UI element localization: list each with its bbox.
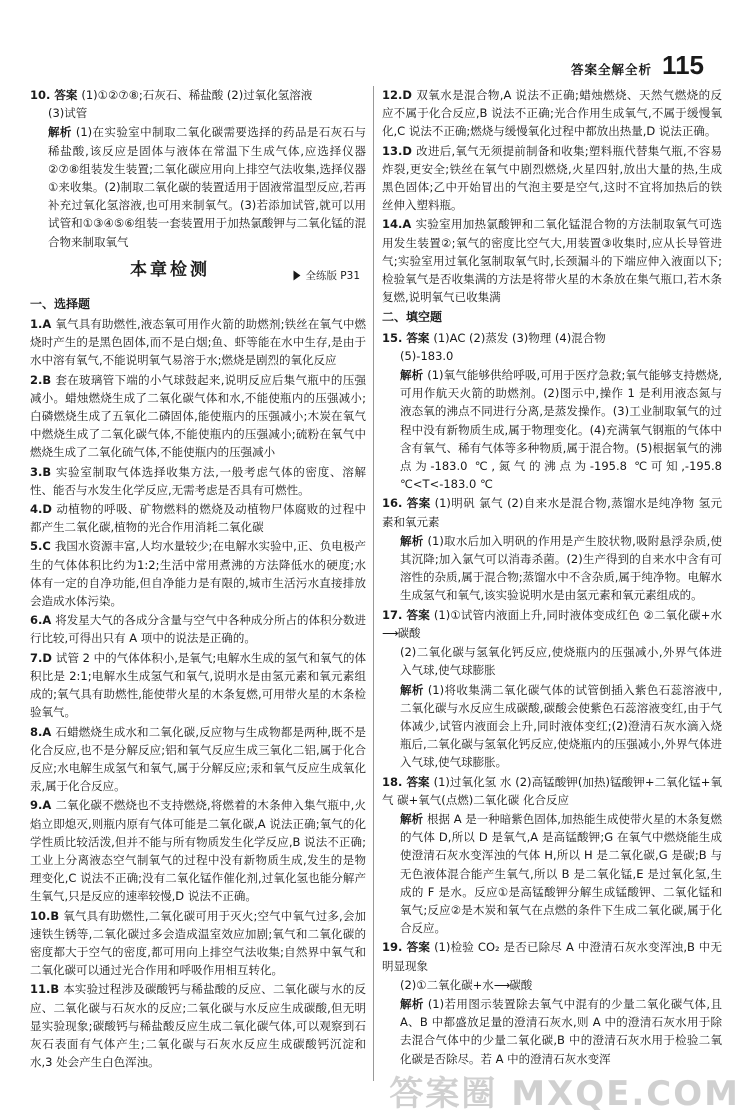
q19-answer1: (1)检验 CO₂ 是否已除尽 A 中澄清石灰水变浑浊,B 中无明显现象	[382, 940, 722, 973]
reaction-arrow: ⟶	[382, 625, 398, 640]
q16-jx-body: (1)取水后加入明矾的作用是产生胶状物,吸附悬浮杂质,使其沉降;加入氯气可以消毒杀菌。(2)生产得到的自来水中含有可溶性的杂质,属于混合物;蒸馏水中不含杂质,属于纯净物。电解水生成氢气和氧气,该实验说明水是由氢元素和氧元素组成的。	[400, 533, 722, 603]
item-number: 7.D	[30, 650, 52, 665]
q19-number: 19.	[382, 940, 403, 955]
item-number: 4.D	[30, 502, 52, 517]
q17-jx-body: (1)将收集满二氧化碳气体的试管倒插入紫色石蕊溶液中,二氧化碳与水反应生成碳酸,碳酸会使紫色石蕊溶液变红,由于气体减少,试管内液面会上升,同时液体变红;(2)澄清石灰水滴入烧瓶后,二氧化碳与氢氧化钙反应,使烧瓶内的压强减小,外界气体进入气球,使气球膨胀。	[400, 682, 722, 770]
item-text: 将发星大气的各成分含量与空气中各种成分所占的体积分数进行比较,可得出只有 A 项中的说法是正确的。	[30, 613, 366, 646]
item-text: 氧气具有助燃性,二氧化碳可用于灭火;空气中氧气过多,会加速铁生锈等,二氧化碳过多会造成温室效应加剧;氧气和二氧化碳的密度都大于空气的密度,都可用向上排空气法收集;自然界中氧气和二氧化碳可以通过光合作用和呼吸作用相互转化。	[30, 908, 366, 978]
item-number: 8.A	[30, 724, 52, 739]
q18-answer1b: 锰酸钾+二氧化锰+氧气 碳+氧气	[382, 774, 722, 807]
q10-number: 10.	[30, 88, 51, 102]
q17-explanation	[382, 681, 722, 772]
item-text: 实验室制取气体选择收集方法,一般考虑气体的密度、溶解性、能否与水发生化学反应,无需考虑是否具有可燃性。	[30, 464, 366, 497]
q15-jx-body: (1)氧气能够供给呼吸,可用于医疗急救;氧气能够支持燃烧,可用作航天火箭的助燃剂。(2)图示中,操作 1 是利用液态氮与液态氧的沸点不同进行分离,是蒸发操作。(3)工业制取氧气的过程中没有新物质生成,属于物理变化。(4)充满氧气钢瓶的气体中含有氧气、稀有气体等多种物质,属于混合物。(5)根据氧气的沸点为-183.0 ℃,氮气的沸点为-195.8 ℃可知,-195.8 ℃<T<-183.0 ℃	[400, 368, 722, 492]
watermark: 答案圈 MXQE.COM	[389, 1073, 740, 1114]
q10-explanation	[30, 123, 366, 250]
q16-explanation	[382, 532, 722, 605]
q15-number: 15.	[382, 330, 403, 345]
item-number: 10.B	[30, 908, 60, 923]
q15-answer-line1: (1)AC (2)蒸发 (3)物理 (4)混合物	[433, 330, 606, 345]
chapter-heading	[30, 257, 366, 291]
arrow-icon	[294, 270, 301, 280]
page-header	[571, 50, 704, 80]
list-item	[30, 537, 366, 610]
q16-answer-tag: 答案	[406, 496, 431, 511]
item-number: 12.D	[382, 88, 412, 102]
item-number: 1.A	[30, 317, 52, 332]
item-text: 本实验过程涉及碳酸钙与稀盐酸的反应、二氧化碳与水的反应、二氧化碳与石灰水的反应;二氧化碳与水反应生成碳酸,但无明显实验现象;碳酸钙与稀盐酸反应生成二氧化碳气体,可以观察到石灰石表面有气体产生;二氧化碳与石灰水反应生成碳酸钙沉淀和水,3 处会产生白色浑浊。	[30, 982, 366, 1070]
q10-answer	[30, 86, 366, 122]
chapter-ref	[292, 267, 360, 285]
q15-explanation	[382, 366, 722, 493]
header-label: 答案全解全析	[571, 62, 653, 77]
q18-jx-body: 根据 A 是一种暗紫色固体,加热能生成使带火星的木条复燃的气体 D,所以 D 是氧气,A 是高锰酸钾;G 在氧气中燃烧能生成使澄清石灰水变浑浊的气体 H,所以 H 是二氧化碳,G 是碳;B 与无色液体混合能产生氧气,所以 B 是二氧化锰,E 是过氧化氢,生成的 F 是水。反应①是高锰酸钾分解生成锰酸钾、二氧化锰和氧气;反应②是木炭和氧气在点燃的条件下生成二氧化碳,属于化合反应。	[400, 811, 722, 936]
q19-answer2a: (2)①二氧化碳+水	[400, 977, 494, 992]
q15-answer	[382, 329, 722, 365]
q17-answer-tag: 答案	[406, 607, 430, 622]
q10-answer-tag: 答案	[54, 88, 78, 102]
q19-answer	[382, 938, 722, 974]
q18-explanation	[382, 810, 722, 937]
list-item	[30, 649, 366, 722]
q16-answer	[382, 494, 722, 530]
list-item	[382, 86, 722, 141]
q18-number: 18.	[382, 774, 403, 789]
q16-number: 16.	[382, 496, 403, 511]
item-number: 2.B	[30, 372, 52, 387]
item-number: 3.B	[30, 464, 52, 479]
q15-answer-tag: 答案	[406, 330, 430, 345]
q10-answer-line1: (1)①②⑦⑧;石灰石、稀盐酸 (2)过氧化氢溶液	[81, 88, 313, 102]
chapter-ref-text: 全练版 P31	[305, 269, 360, 282]
q19-answer2	[382, 976, 722, 994]
item-number: 11.B	[30, 982, 60, 997]
q16-jx-tag: 解析	[400, 533, 424, 548]
column-divider	[373, 86, 374, 1081]
q17-number: 17.	[382, 607, 403, 622]
q18-answer1c: 二氧化碳 化合反应	[473, 792, 569, 807]
q18-answer: 18. 答案 (1)过氧化氢 水 (2)高锰酸钾(加热)锰酸钾+二氧化锰+氧气 碳+氧气(点燃)二氧化碳 化合反应	[382, 774, 722, 807]
item-number: 13.D	[382, 143, 412, 158]
q19-answer-tag: 答案	[406, 940, 431, 955]
item-number: 9.A	[30, 798, 52, 813]
item-text: 我国水资源丰富,人均水量较少;在电解水实验中,正、负电极产生的气体体积比约为1:2;生活中常用煮沸的方法降低水的硬度;水体有一定的自净功能,但自净能力是有限的,城市生活污水直接排放会造成水体污染。	[30, 539, 366, 609]
list-item	[30, 371, 366, 462]
q17-answer2: (2)二氧化碳与氢氧化钙反应,使烧瓶内的压强减小,外界气体进入气球,使气球膨胀	[400, 645, 722, 678]
q17-answer	[382, 606, 722, 642]
item-text: 试管 2 中的气体体积小,是氧气;电解水生成的氢气和氧气的体积比是 2:1;电解水生成氢气和氧气,说明水是由氢元素和氧元素组成的;氧气具有助燃性,能使带火星的木条复燃,可用带火星的木条检验氧气。	[30, 650, 366, 720]
item-number: 5.C	[30, 539, 51, 554]
q15-jx-tag: 解析	[400, 368, 424, 383]
list-item	[30, 315, 366, 370]
page-number: 115	[662, 50, 704, 80]
item-text: 改进后,氧气无须提前制备和收集;塑料瓶代替集气瓶,不容易炸裂,更安全;铁丝在氧气中剧烈燃烧,火星四射,放出大量的热,生成黑色固体;乙中开始冒出的气泡主要是空气,这时不宜将加热后的铁丝伸入塑料瓶。	[382, 143, 722, 213]
list-item	[382, 215, 722, 306]
q17-answer1b: 碳酸	[397, 625, 421, 640]
q10-answer-line2: (3)试管	[48, 106, 88, 121]
list-item	[30, 796, 366, 905]
choice-items	[30, 315, 366, 1071]
list-item	[30, 611, 366, 647]
item-text: 双氧水是混合物,A 说法不正确;蜡烛燃烧、天然气燃烧的反应不属于化合反应,B 说法不正确;光合作用生成氧气,不属于缓慢氧化,C 说法不正确;燃烧与缓慢氧化过程中都放出热量,D 说法正确。	[382, 88, 722, 139]
q19-answer2b: 碳酸	[509, 977, 533, 992]
q19-jx-body: (1)若用图示装置除去氧气中混有的少量二氧化碳气体,且 A、B 中都盛放足量的澄清石灰水,则 A 中的澄清石灰水用于除去混合气体中的少量二氧化碳,B 中的澄清石灰水用于检验二氧化碳是否除尽。若 A 中的澄清石灰水变浑	[400, 996, 722, 1066]
item-text: 实验室用加热氯酸钾和二氧化锰混合物的方法制取氧气可选用发生装置②;氧气的密度比空气大,用装置③收集时,应从长导管进气;实验室用过氧化氢制取氧气时,长颈漏斗的下端应伸入液面以下;检验氧气是否收集满的方法是将带火星的木条放在集气瓶口,若木条复燃,说明氧气已收集满	[382, 217, 722, 305]
item-number: 6.A	[30, 613, 52, 628]
condition-heat: 加热	[582, 774, 606, 789]
section-fill: 二、填空题	[382, 310, 443, 325]
q17-jx-tag: 解析	[400, 682, 424, 697]
item-text: 氧气具有助燃性,液态氧可用作火箭的助燃剂;铁丝在氧气中燃烧时产生的是黑色固体,而不是白烟;鱼、虾等能在水中生存,是由于水中溶有氧气,不能说明氧气易溶于水;燃烧是剧烈的氧化反应	[30, 317, 366, 368]
q18-jx-tag: 解析	[400, 811, 424, 826]
q18-answer1: (1)过氧化氢 水 (2)高锰酸钾	[433, 774, 578, 789]
item-text: 动植物的呼吸、矿物燃料的燃烧及动植物尸体腐败的过程中都产生二氧化碳,植物的光合作用消耗二氧化碳	[30, 502, 366, 535]
list-item	[30, 500, 366, 536]
reaction-arrow: ⟶	[493, 977, 510, 992]
chapter-title: 本章检测	[130, 259, 210, 280]
left-column	[30, 86, 366, 1072]
q10-jx-body: (1)在实验室中制取二氧化碳需要选择的药品是石灰石与稀盐酸,该反应是固体与液体在常温下生成气体,应选择仪器②⑦⑧组装发生装置;二氧化碳应用向上排空气法收集,选择仪器①来收集。(2)制取二氧化碳的装置适用于固液常温型反应,若再补充过氧化氢溶液,也可用来制氧气。(3)若添加试管,就可以用试管和①③④⑤⑥组装一套装置用于加热氯酸钾与二氧化锰的混合物来制取氧气	[48, 125, 367, 249]
list-item	[382, 142, 722, 215]
q17-answer1: (1)①试管内液面上升,同时液体变成红色 ②二氧化碳+水	[433, 607, 722, 622]
item-text: 石蜡燃烧生成水和二氧化碳,反应物与生成物都是两种,既不是化合反应,也不是分解反应;铝和氧气反应生成三氧化二铝,属于化合反应;水电解生成氢气和氧气,属于分解反应;汞和氧气反应生成氧化汞,属于化合反应。	[30, 724, 366, 794]
q10-jx-tag: 解析	[48, 125, 72, 140]
q15-answer-line2: (5)-183.0	[400, 348, 454, 363]
right-column	[382, 86, 722, 1069]
q19-explanation	[382, 995, 722, 1068]
item-text: 二氧化碳不燃烧也不支持燃烧,将燃着的木条伸入集气瓶中,火焰立即熄灭,则瓶内原有气体可能是二氧化碳,A 说法正确;氧气的化学性质比较活泼,但并不能与所有物质发生化学反应,B 说法不正确;工业上分离液态空气制氧气的过程中没有新物质生成,发生的是物理变化,C 说法不正确;没有二氧化锰作催化剂,过氧化氢也能分解产生氧气,只是反应的速率较慢,D 说法不正确。	[30, 798, 366, 904]
item-text: 套在玻璃管下端的小气球鼓起来,说明反应后集气瓶中的压强减小。蜡烛燃烧生成了二氧化碳气体和水,不能使瓶内的压强减小;白磷燃烧生成了五氧化二磷固体,能使瓶内的压强减小;木炭在氧气中燃烧生成了二氧化碳气体,不能使瓶内的压强减小;硫粉在氧气中燃烧生成了二氧化硫气体,不能使瓶内的压强减小	[30, 372, 366, 460]
q19-jx-tag: 解析	[400, 996, 424, 1011]
list-item	[30, 463, 366, 499]
item-number: 14.A	[382, 217, 412, 232]
q18-answer-tag: 答案	[406, 774, 430, 789]
condition-ignite: 点燃	[445, 792, 469, 807]
section-choice: 一、选择题	[30, 296, 91, 311]
list-item	[30, 980, 366, 1071]
list-item	[30, 907, 366, 980]
list-item	[30, 723, 366, 796]
q16-answer-text: (1)明矾 氯气 (2)自来水是混合物,蒸馏水是纯净物 氢元素和氧元素	[382, 496, 723, 529]
